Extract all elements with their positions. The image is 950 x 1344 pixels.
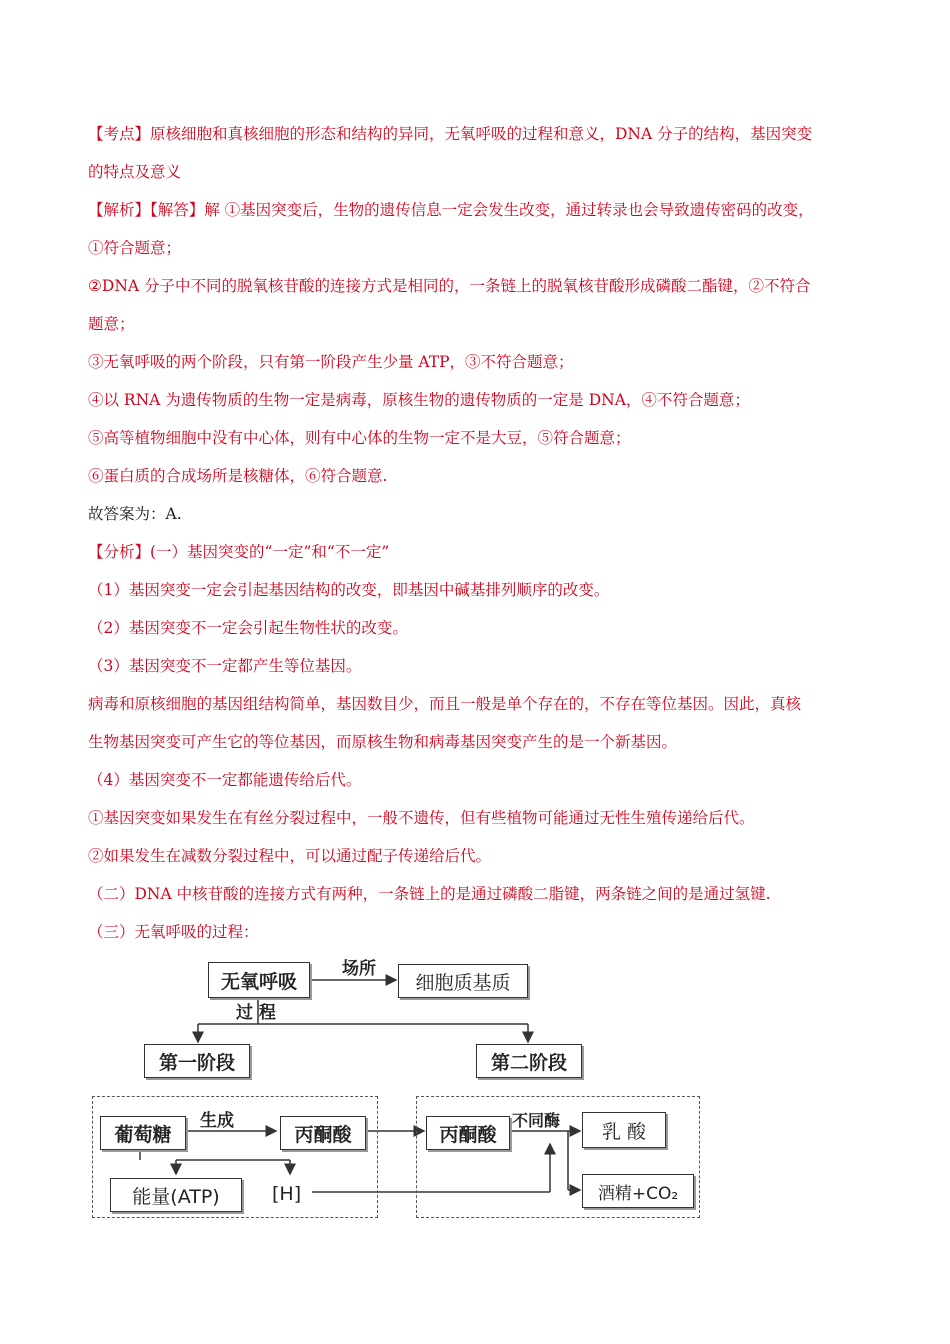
- text-line-21: （二）DNA 中核苷酸的连接方式有两种，一条链上的是通过磷酸二脂键，两条链之间的是通过氢键.: [88, 885, 771, 903]
- text-line-19: ①基因突变如果发生在有丝分裂过程中，一般不遗传，但有些植物可能通过无性生殖传递给后代。: [88, 809, 755, 827]
- alcohol-co2-box: 酒精+CO₂: [582, 1174, 694, 1208]
- hydrogen-label: [H]: [272, 1183, 302, 1205]
- text-line-1: 【考点】原核细胞和真核细胞的形态和结构的异同，无氧呼吸的过程和意义，DNA 分子的结构，基因突变: [88, 125, 813, 143]
- anaerobic-respiration-diagram: [80, 948, 720, 1233]
- text-line-17: 生物基因突变可产生它的等位基因，而原核生物和病毒基因突变产生的是一个新基因。: [88, 733, 678, 751]
- text-line-9: ⑤高等植物细胞中没有中心体，则有中心体的生物一定不是大豆，⑤符合题意；: [88, 429, 631, 447]
- text-line-15: （3）基因突变不一定都产生等位基因。: [88, 657, 362, 675]
- text-line-16: 病毒和原核细胞的基因组结构简单，基因数目少，而且一般是单个存在的，不存在等位基因。因此，真核: [88, 695, 802, 713]
- text-line-13: （1）基因突变一定会引起基因结构的改变，即基因中碱基排列顺序的改变。: [88, 581, 610, 599]
- text-line-4: ①符合题意；: [88, 239, 182, 257]
- pyruvate-box-1: 丙酮酸: [280, 1116, 366, 1150]
- text-line-18: （4）基因突变不一定都能遗传给后代。: [88, 771, 362, 789]
- text-line-8: ④以 RNA 为遗传物质的生物一定是病毒，原核生物的遗传物质的一定是 DNA，④不符合题意；: [88, 391, 750, 409]
- answer-line: 故答案为：A.: [88, 505, 182, 523]
- title-box: 无氧呼吸: [208, 962, 310, 998]
- text-line-5: ②DNA 分子中不同的脱氧核苷酸的连接方式是相同的，一条链上的脱氧核苷酸形成磷酸二酯键，②不符合: [88, 277, 811, 295]
- stage1-box: 第一阶段: [144, 1044, 250, 1078]
- enzyme-label: 不同酶: [512, 1111, 561, 1130]
- lactic-acid-box: 乳 酸: [582, 1112, 666, 1148]
- energy-box: 能量(ATP): [110, 1178, 242, 1212]
- process-label: 过 程: [236, 1003, 276, 1023]
- text-line-6: 题意；: [88, 315, 135, 333]
- text-line-14: （2）基因突变不一定会引起生物性状的改变。: [88, 619, 408, 637]
- text-line-12: 【分析】(一）基因突变的“一定”和“不一定”: [88, 543, 390, 561]
- location-box: 细胞质基质: [398, 964, 528, 998]
- text-line-2: 的特点及意义: [88, 163, 182, 181]
- glucose-box: 葡萄糖: [100, 1116, 186, 1150]
- location-label: 场所: [342, 959, 376, 979]
- text-line-20: ②如果发生在减数分裂过程中，可以通过配子传递给后代。: [88, 847, 492, 865]
- text-line-22: （三）无氧呼吸的过程：: [88, 923, 259, 941]
- generate-label: 生成: [200, 1111, 234, 1131]
- text-line-10: ⑥蛋白质的合成场所是核糖体，⑥符合题意.: [88, 467, 388, 485]
- stage2-box: 第二阶段: [476, 1044, 582, 1078]
- text-line-3: 【解析】【解答】解 ①基因突变后，生物的遗传信息一定会发生改变，通过转录也会导致遗传密码的改变，: [88, 201, 814, 219]
- text-line-7: ③无氧呼吸的两个阶段，只有第一阶段产生少量 ATP，③不符合题意；: [88, 353, 574, 371]
- pyruvate-box-2: 丙酮酸: [426, 1116, 510, 1150]
